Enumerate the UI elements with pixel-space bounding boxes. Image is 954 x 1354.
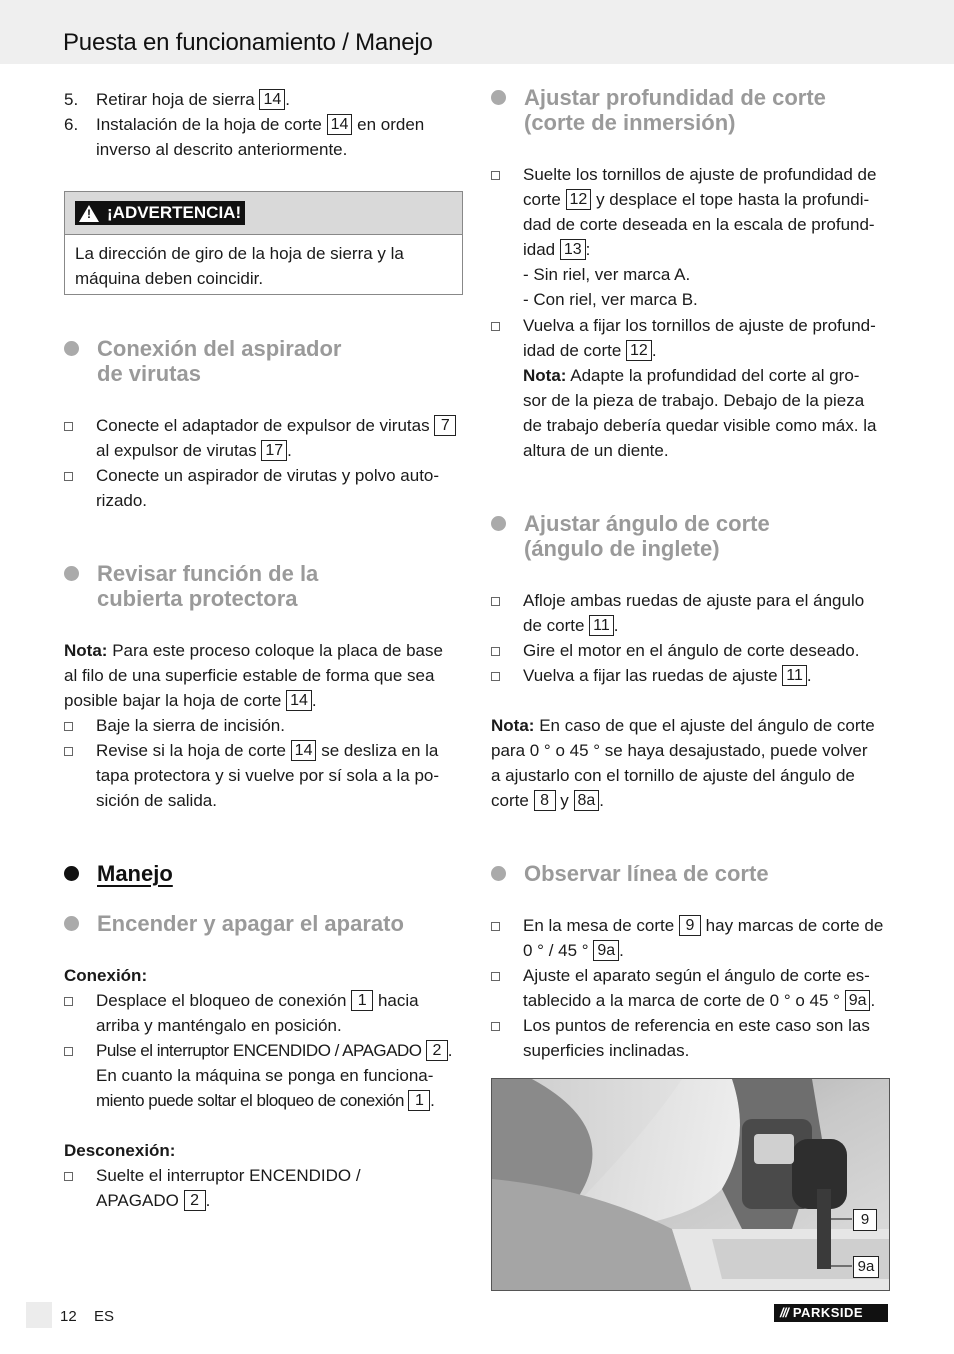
note-text: Para este proceso coloque la placa de base xyxy=(112,641,443,660)
ref-box: 11 xyxy=(782,665,807,686)
note-text: sor de la pieza de trabajo. Debajo de la pieza xyxy=(523,391,865,410)
note-angle: Nota: En caso de que el ajuste del ángulo de corte para 0 ° o 45 ° se haya desajustado, puede volver a ajustarlo con el tornillo de ajuste del ángulo de corte 8 y 8a . xyxy=(491,716,875,810)
step-text: Retirar hoja de sierra xyxy=(96,90,255,109)
item-text: - Sin riel, ver marca A. xyxy=(523,265,691,284)
heading-text: Ajustar ángulo de corte xyxy=(524,511,770,536)
checkbox-bullet-icon xyxy=(491,922,500,931)
item-text: Vuelva a fijar las ruedas de ajuste xyxy=(523,666,778,685)
note-text: En caso de que el ajuste del ángulo de corte xyxy=(539,716,875,735)
note-label: Nota: xyxy=(64,641,108,660)
item-text: hacia xyxy=(377,991,419,1010)
note-text: y xyxy=(560,791,569,810)
heading-dot-icon xyxy=(64,566,79,581)
item-text: idad xyxy=(523,240,556,259)
item-text: y desplace el tope hasta la profundi- xyxy=(596,190,870,209)
checkbox-bullet-icon xyxy=(64,422,73,431)
note-text: altura de un diente. xyxy=(523,441,669,460)
ref-box: 2 xyxy=(184,1190,206,1211)
item-text: Conecte el adaptador de expulsor de virutas xyxy=(96,416,430,435)
ref-box: 7 xyxy=(434,415,456,436)
heading-text: Manejo xyxy=(97,861,173,886)
note-guard: Nota: Para este proceso coloque la placa de base al filo de una superficie estable de forma que sea posible bajar la hoja de corte 14 . xyxy=(64,641,443,710)
note-label: Nota: xyxy=(491,716,535,735)
item-text: Conecte un aspirador de virutas y polvo auto- xyxy=(96,466,440,485)
item-text: arriba y manténgalo en posición. xyxy=(96,1016,342,1035)
callout-9: 9 xyxy=(853,1209,877,1231)
note-text: corte xyxy=(491,791,529,810)
ref-box: 13 xyxy=(560,239,586,260)
item-text: Vuelva a fijar los tornillos de ajuste de profund- xyxy=(523,316,876,335)
item-text: 0 ° / 45 ° xyxy=(523,941,589,960)
checkbox-bullet-icon xyxy=(64,472,73,481)
heading-text: (ángulo de inglete) xyxy=(524,536,720,561)
sub-label-off xyxy=(64,1138,464,1163)
heading-text: Observar línea de corte xyxy=(524,861,769,886)
heading-dot-icon xyxy=(64,341,79,356)
brand-logo xyxy=(774,1304,888,1322)
item-text: En cuanto la máquina se ponga en funciona- xyxy=(96,1066,434,1085)
item-text: hay marcas de corte de xyxy=(705,916,884,935)
checkbox-bullet-icon xyxy=(64,1047,73,1056)
item-text: - Con riel, ver marca B. xyxy=(523,290,698,309)
item-text: se desliza en la xyxy=(321,741,439,760)
heading-text: Revisar función de la xyxy=(97,561,319,586)
ref-box: 2 xyxy=(426,1040,448,1061)
heading-text: de virutas xyxy=(97,361,201,386)
note-text: a ajustarlo con el tornillo de ajuste del ángulo de xyxy=(491,766,855,785)
heading-text: Ajustar profundidad de corte xyxy=(524,85,826,110)
sub-label-text: Conexión: xyxy=(64,966,148,985)
item-text: de corte xyxy=(523,616,585,635)
item-text: Suelte los tornillos de ajuste de profundidad de xyxy=(523,165,877,184)
item-text: tablecido a la marca de corte de 0 ° o 45 ° xyxy=(523,991,840,1010)
warning-header xyxy=(65,192,462,235)
item-text: dad de corte deseada en la escala de profund- xyxy=(523,215,875,234)
note-text: al filo de una superficie estable de forma que sea xyxy=(64,666,435,685)
item-text: Ajuste el aparato según el ángulo de corte es- xyxy=(523,966,870,985)
ref-box: 12 xyxy=(566,189,592,210)
warning-icon: ! xyxy=(79,205,99,222)
checkbox-bullet-icon xyxy=(491,1022,500,1031)
heading-text: (corte de inmersión) xyxy=(524,110,736,135)
warning-body: La dirección de giro de la hoja de sierra y la máquina deben coincidir. xyxy=(75,244,404,288)
ref-box: 14 xyxy=(259,89,285,110)
checkbox-bullet-icon xyxy=(64,722,73,731)
item-text: rizado. xyxy=(96,491,148,510)
item-text: superficies inclinadas. xyxy=(523,1041,690,1060)
item-text: Baje la sierra de incisión. xyxy=(96,716,285,735)
ref-box: 8 xyxy=(534,790,556,811)
heading-dot-icon xyxy=(491,516,506,531)
item-text: En la mesa de corte xyxy=(523,916,675,935)
ref-box: 8a xyxy=(574,790,600,811)
page-number-tab xyxy=(26,1302,52,1328)
page-header xyxy=(0,0,954,64)
heading-text: Conexión del aspirador xyxy=(97,336,342,361)
ref-box: 14 xyxy=(291,740,317,761)
ref-box: 9a xyxy=(845,990,871,1011)
checkbox-bullet-icon xyxy=(491,322,500,331)
step-text: inverso al descrito anteriormente. xyxy=(96,140,348,159)
saw-photo xyxy=(491,1078,890,1291)
step-text: en orden xyxy=(357,115,425,134)
page-title: Puesta en funcionamiento / Manejo xyxy=(63,29,433,56)
item-text: APAGADO xyxy=(96,1191,179,1210)
step-number: 5. xyxy=(64,90,79,109)
item-text: Revise si la hoja de corte xyxy=(96,741,286,760)
note-text: para 0 ° o 45 ° se haya desajustado, puede volver xyxy=(491,741,868,760)
brand-slashes-icon: /// xyxy=(780,1305,788,1320)
checkbox-bullet-icon xyxy=(491,972,500,981)
note-text: Adapte la profundidad del corte al gro- xyxy=(570,366,860,385)
ref-box: 9 xyxy=(679,915,701,936)
checkbox-bullet-icon xyxy=(64,997,73,1006)
ref-box: 1 xyxy=(408,1090,430,1111)
warning-label xyxy=(75,201,245,225)
item-text: Suelte el interruptor ENCENDIDO / xyxy=(96,1166,361,1185)
checkbox-bullet-icon xyxy=(491,647,500,656)
callout-9a: 9a xyxy=(853,1256,879,1278)
item-text: sición de salida. xyxy=(96,791,217,810)
item-text: Desplace el bloqueo de conexión xyxy=(96,991,347,1010)
sub-label-text: Desconexión: xyxy=(64,1141,176,1160)
step-text: Instalación de la hoja de corte xyxy=(96,115,322,134)
ref-box: 17 xyxy=(261,440,287,461)
heading-dot-icon xyxy=(64,866,79,881)
checkbox-bullet-icon xyxy=(491,672,500,681)
heading-text: Encender y apagar el aparato xyxy=(97,911,404,936)
sub-label-on xyxy=(64,963,464,988)
item-text: tapa protectora y si vuelve por sí sola a la po- xyxy=(96,766,440,785)
step-punct: . xyxy=(285,90,291,109)
page-number: 12 xyxy=(60,1308,77,1325)
heading-text: cubierta protectora xyxy=(97,586,298,611)
heading-dot-icon xyxy=(64,916,79,931)
ref-box: 14 xyxy=(286,690,312,711)
item-text: Pulse el interruptor ENCENDIDO / APAGADO xyxy=(96,1041,422,1060)
item-text: miento puede soltar el bloqueo de conexión xyxy=(96,1091,404,1110)
ref-box: 14 xyxy=(327,114,353,135)
ref-box: 11 xyxy=(589,615,614,636)
item-text: idad de corte xyxy=(523,341,622,360)
note-text: posible bajar la hoja de corte xyxy=(64,691,282,710)
item-text: corte xyxy=(523,190,561,209)
note-text: de trabajo debería quedar visible como máx. la xyxy=(523,416,877,435)
heading-dot-icon xyxy=(491,90,506,105)
note-label: Nota: xyxy=(523,366,567,385)
checkbox-bullet-icon xyxy=(491,171,500,180)
warning-box xyxy=(64,191,463,295)
item-text: al expulsor de virutas xyxy=(96,441,257,460)
language-code: ES xyxy=(94,1308,115,1325)
warning-label-text: ¡ADVERTENCIA! xyxy=(107,203,242,222)
step-number: 6. xyxy=(64,115,79,134)
item-text: Afloje ambas ruedas de ajuste para el ángulo xyxy=(523,591,865,610)
ref-box: 12 xyxy=(626,340,652,361)
checkbox-bullet-icon xyxy=(491,597,500,606)
ref-box: 9a xyxy=(593,940,619,961)
item-text: Gire el motor en el ángulo de corte deseado. xyxy=(523,641,860,660)
heading-dot-icon xyxy=(491,866,506,881)
checkbox-bullet-icon xyxy=(64,747,73,756)
brand-name: PARKSIDE xyxy=(792,1305,864,1320)
item-text: Los puntos de referencia en este caso son las xyxy=(523,1016,870,1035)
saw-illustration xyxy=(492,1079,890,1291)
checkbox-bullet-icon xyxy=(64,1172,73,1181)
ref-box: 1 xyxy=(351,990,373,1011)
